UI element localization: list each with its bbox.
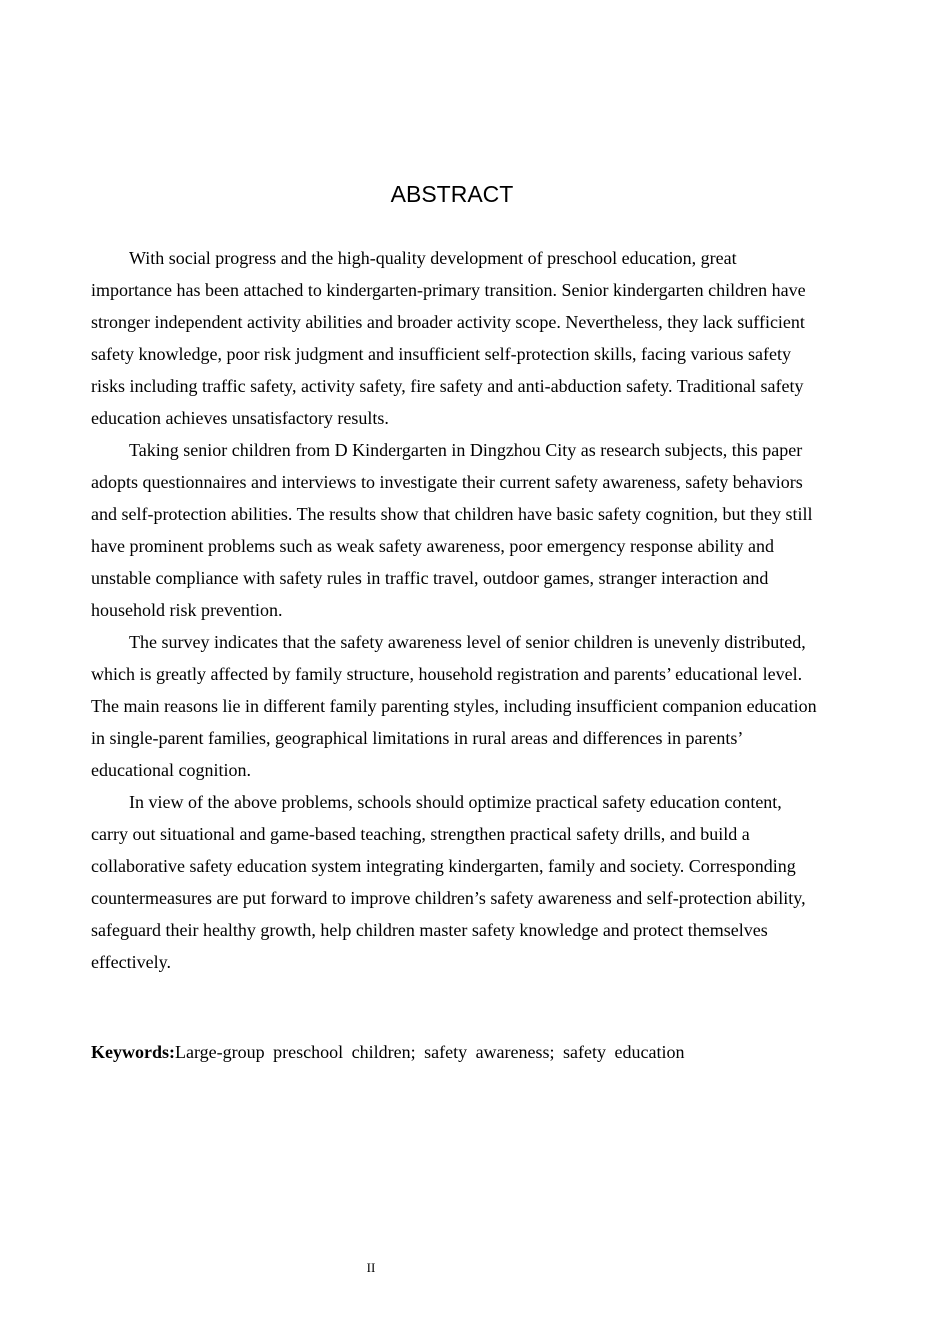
keywords-line	[91, 1036, 851, 1068]
abstract-paragraph-2: Taking senior children from D Kindergarten in Dingzhou City as research subjects, this paper adopts questionnaires and interviews to investigate their current safety awareness, safety behaviors and self-protection abilities. The results show that children have basic safety cognition, but they still have prominent problems such as weak safety awareness, poor emergency response ability and unstable compliance with safety rules in traffic travel, outdoor games, stranger interaction and household risk prevention.	[91, 440, 813, 620]
abstract-body	[91, 242, 819, 978]
keywords-text: Large-group preschool children; safety awareness; safety education	[175, 1042, 685, 1062]
abstract-paragraph-3: The survey indicates that the safety awareness level of senior children is unevenly distributed, which is greatly affected by family structure, household registration and parents’ educational level. The main reasons lie in different family parenting styles, including insufficient companion education in single-parent families, geographical limitations in rural areas and differences in parents’ educational cognition.	[91, 632, 817, 780]
abstract-paragraph-4: In view of the above problems, schools should optimize practical safety education content, carry out situational and game-based teaching, strengthen practical safety drills, and build a collaborative safety education system integrating kindergarten, family and society. Corresponding countermeasures are put forward to improve children’s safety awareness and self-protection ability, safeguard their healthy growth, help children master safety knowledge and protect themselves effectively.	[91, 792, 806, 972]
keywords-label: Keywords:	[91, 1042, 175, 1062]
page-number: II	[366, 1260, 376, 1275]
abstract-paragraph-1: With social progress and the high-quality development of preschool education, great importance has been attached to kindergarten-primary transition. Senior kindergarten children have stronger independent activity abilities and broader activity scope. Nevertheless, they lack sufficient safety knowledge, poor risk judgment and insufficient self-protection skills, facing various safety risks including traffic safety, activity safety, fire safety and anti-abduction safety. Traditional safety education achieves unsatisfactory results.	[91, 248, 806, 428]
abstract-title: ABSTRACT	[390, 181, 514, 207]
